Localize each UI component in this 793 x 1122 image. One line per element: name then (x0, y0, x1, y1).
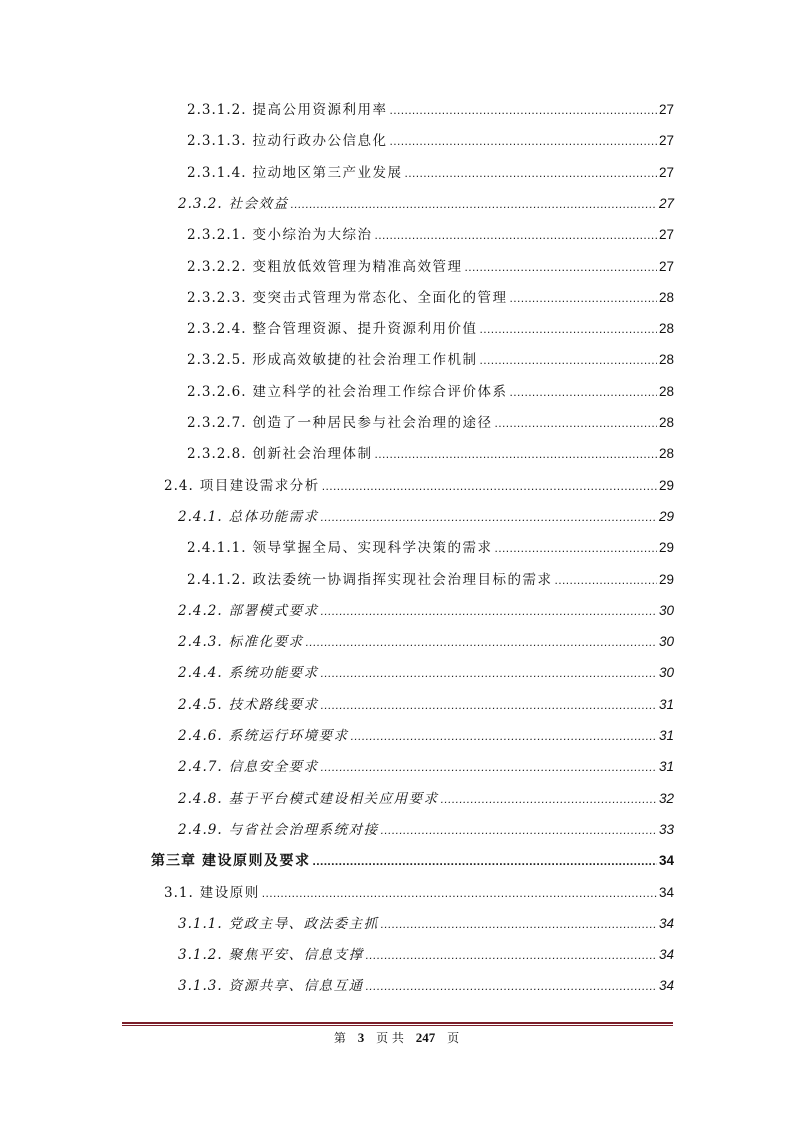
toc-dot-leader (262, 883, 657, 903)
toc-dot-leader (495, 538, 657, 558)
toc-entry[interactable] (178, 757, 674, 777)
toc-entry[interactable] (187, 538, 674, 558)
toc-dot-leader (465, 257, 657, 277)
toc-dot-leader (322, 476, 657, 496)
toc-entry-number: 2.3.1.2. (187, 102, 247, 118)
toc-row (0, 663, 793, 683)
toc-entry-page-number: 27 (658, 164, 674, 180)
toc-row (0, 288, 793, 308)
toc-dot-leader (555, 570, 657, 590)
toc-dot-leader (366, 945, 657, 965)
toc-entry[interactable] (151, 851, 674, 871)
footer-suffix: 页 (447, 1031, 460, 1045)
toc-entry-number: 2.4.3. (178, 634, 223, 651)
toc-entry[interactable] (178, 789, 674, 809)
toc-entry-page-number: 27 (658, 133, 674, 149)
toc-entry-title: 变粗放低效管理为精准高效管理 (252, 258, 463, 275)
toc-dot-leader (480, 319, 657, 339)
toc-row (0, 976, 793, 996)
toc-entry-page-number: 29 (658, 540, 674, 556)
toc-entry-page-number: 30 (658, 634, 674, 650)
toc-entry[interactable] (187, 382, 674, 402)
toc-dot-leader (366, 976, 657, 996)
toc-entry-title: 资源共享、信息互通 (228, 978, 364, 995)
toc-row (0, 257, 793, 277)
toc-entry-title: 政法委统一协调指挥实现社会治理目标的需求 (252, 571, 553, 588)
toc-entry-number: 2.3.2.5. (187, 352, 247, 369)
toc-entry-number: 2.4.1. (178, 508, 223, 525)
toc-entry-number: 3.1.3. (178, 978, 223, 995)
toc-entry-number: 2.4.8. (178, 790, 223, 807)
toc-entry-title: 拉动地区第三产业发展 (252, 164, 403, 181)
toc-dot-leader (321, 695, 657, 715)
toc-dot-leader (291, 194, 657, 214)
toc-entry-page-number: 34 (658, 947, 674, 963)
toc-row (0, 883, 793, 903)
toc-entry-number: 2.4.4. (178, 665, 223, 682)
toc-entry-number: 2.3.2.4. (187, 321, 247, 338)
toc-dot-leader (510, 382, 657, 402)
toc-entry-page-number: 34 (658, 853, 674, 869)
toc-entry-title: 基于平台模式建设相关应用要求 (228, 790, 439, 807)
toc-entry-title: 形成高效敏捷的社会治理工作机制 (252, 352, 478, 369)
toc-entry[interactable] (178, 976, 674, 996)
toc-entry-number: 2.4.1.1. (187, 540, 247, 557)
footer-middle: 页 共 (376, 1031, 404, 1045)
toc-entry-title: 与省社会治理系统对接 (228, 821, 379, 838)
toc-dot-leader (381, 914, 657, 934)
toc-entry-page-number: 27 (658, 195, 674, 211)
toc-entry-title: 领导掌握全局、实现科学决策的需求 (252, 540, 493, 557)
toc-entry-number: 第三章 (151, 853, 196, 870)
toc-entry-title: 建设原则及要求 (202, 853, 311, 870)
toc-entry-page-number: 31 (658, 728, 674, 743)
toc-entry-number: 3.1.1. (178, 915, 223, 932)
toc-entry-number: 2.4. (164, 477, 194, 494)
toc-entry[interactable] (187, 100, 674, 120)
toc-row (0, 726, 793, 746)
toc-row (0, 632, 793, 652)
toc-dot-leader (375, 444, 657, 464)
toc-row (0, 601, 793, 621)
toc-entry-title: 社会效益 (228, 195, 289, 212)
toc-entry-page-number: 28 (658, 383, 674, 399)
toc-entry-page-number: 30 (658, 602, 674, 618)
toc-row (0, 413, 793, 433)
toc-row (0, 757, 793, 777)
toc-entry-title: 变小综治为大综治 (252, 227, 373, 244)
toc-row (0, 350, 793, 370)
toc-dot-leader (321, 601, 657, 621)
toc-row (0, 225, 793, 245)
toc-entry[interactable] (178, 945, 674, 965)
toc-entry-title: 创造了一种居民参与社会治理的途径 (252, 415, 493, 431)
footer-prefix: 第 (333, 1031, 346, 1045)
toc-entry-title: 信息安全要求 (228, 759, 319, 776)
toc-entry-page-number: 29 (658, 477, 674, 493)
toc-entry-title: 拉动行政办公信息化 (252, 133, 388, 150)
toc-row (0, 914, 793, 934)
toc-entry-page-number: 31 (658, 759, 674, 775)
toc-entry-page-number: 29 (658, 508, 674, 524)
toc-row (0, 319, 793, 339)
toc-entry-number: 2.3.2.3. (187, 289, 247, 306)
toc-entry[interactable] (178, 194, 674, 214)
toc-entry[interactable] (178, 695, 674, 715)
toc-entry-page-number: 30 (658, 665, 674, 681)
toc-entry-number: 2.3.2. (178, 195, 223, 212)
toc-entry-number: 3.1.2. (178, 947, 223, 964)
toc-entry-title: 标准化要求 (228, 634, 304, 651)
toc-dot-leader (390, 100, 657, 120)
toc-entry[interactable] (164, 883, 674, 903)
toc-entry-number: 2.3.2.8. (187, 446, 247, 463)
toc-entry-page-number: 29 (658, 571, 674, 587)
toc-entry[interactable] (178, 726, 674, 746)
toc-entry-number: 2.3.1.4. (187, 164, 247, 181)
toc-row (0, 100, 793, 120)
toc-entry-title: 系统运行环境要求 (228, 728, 349, 744)
toc-entry-page-number: 33 (658, 821, 674, 837)
toc-entry-page-number: 27 (658, 258, 674, 274)
toc-entry-title: 整合管理资源、提升资源利用价值 (252, 321, 478, 338)
toc-entry[interactable] (187, 319, 674, 339)
toc-dot-leader (321, 663, 657, 683)
toc-row (0, 444, 793, 464)
toc-row (0, 820, 793, 840)
toc-row (0, 695, 793, 715)
toc-row (0, 945, 793, 965)
toc-entry-number: 2.4.7. (178, 759, 223, 776)
toc-entry-page-number: 28 (658, 352, 674, 368)
toc-entry[interactable] (187, 131, 674, 151)
toc-entry-page-number: 28 (658, 289, 674, 305)
toc-dot-leader (321, 507, 657, 527)
toc-entry[interactable] (187, 413, 674, 433)
toc-entry-title: 聚焦平安、信息支撑 (228, 947, 364, 964)
toc-entry-number: 2.4.1.2. (187, 571, 247, 588)
toc-entry-title: 总体功能需求 (228, 508, 319, 525)
toc-row (0, 570, 793, 590)
toc-entry[interactable] (178, 820, 674, 840)
toc-dot-leader (480, 350, 657, 370)
toc-entry-page-number: 27 (658, 227, 674, 243)
toc-entry-title: 部署模式要求 (228, 602, 319, 619)
toc-entry-page-number: 31 (658, 696, 674, 712)
toc-entry[interactable] (187, 163, 674, 183)
footer-divider-thick (122, 1022, 673, 1024)
toc-dot-leader (441, 789, 657, 809)
toc-entry-page-number: 28 (658, 446, 674, 462)
toc-entry[interactable] (178, 663, 674, 683)
toc-dot-leader (306, 632, 657, 652)
toc-entry-number: 2.4.5. (178, 696, 223, 713)
toc-entry-number: 2.3.2.7. (187, 415, 247, 431)
toc-row (0, 163, 793, 183)
toc-dot-leader (510, 288, 657, 308)
page-footer (0, 1029, 793, 1046)
toc-row (0, 476, 793, 496)
toc-dot-leader (405, 163, 657, 183)
toc-entry-page-number: 34 (658, 978, 674, 994)
toc-entry[interactable] (187, 570, 674, 590)
toc-row (0, 131, 793, 151)
toc-dot-leader (313, 851, 657, 871)
toc-entry[interactable] (187, 225, 674, 245)
toc-entry-title: 变突击式管理为常态化、全面化的管理 (252, 289, 508, 306)
toc-dot-leader (390, 131, 657, 151)
toc-row (0, 789, 793, 809)
toc-dot-leader (495, 413, 657, 433)
toc-entry-number: 2.3.2.1. (187, 227, 247, 244)
toc-entry-page-number: 34 (658, 884, 674, 900)
toc-row (0, 851, 793, 871)
toc-entry-number: 3.1. (164, 884, 194, 901)
toc-entry-page-number: 28 (658, 321, 674, 337)
current-page-number: 3 (357, 1030, 365, 1045)
toc-dot-leader (381, 820, 657, 840)
toc-entry-number: 2.4.9. (178, 821, 223, 838)
toc-entry[interactable] (178, 632, 674, 652)
toc-entry-title: 党政主导、政法委主抓 (228, 915, 379, 932)
toc-entry-number: 2.4.6. (178, 728, 223, 744)
toc-entry-number: 2.4.2. (178, 602, 223, 619)
toc-entry-title: 创新社会治理体制 (252, 446, 373, 463)
toc-entry-title: 建立科学的社会治理工作综合评价体系 (252, 383, 508, 400)
toc-entry[interactable] (178, 507, 674, 527)
toc-dot-leader (351, 726, 657, 746)
toc-row (0, 194, 793, 214)
footer-divider-thin (122, 1025, 673, 1026)
toc-entry[interactable] (178, 914, 674, 934)
toc-entry[interactable] (178, 601, 674, 621)
toc-entry-title: 建设原则 (199, 884, 260, 901)
toc-entry-page-number: 32 (658, 790, 674, 806)
toc-entry[interactable] (187, 350, 674, 370)
toc-row (0, 507, 793, 527)
toc-entry[interactable] (187, 257, 674, 277)
toc-entry-title: 提高公用资源利用率 (252, 102, 388, 118)
total-page-count: 247 (415, 1030, 436, 1045)
toc-entry-title: 项目建设需求分析 (199, 477, 320, 494)
toc-entry-number: 2.3.2.6. (187, 383, 247, 400)
toc-entry-title: 系统功能要求 (228, 665, 319, 682)
toc-row (0, 382, 793, 402)
toc-entry-page-number: 28 (658, 415, 674, 430)
toc-dot-leader (375, 225, 657, 245)
toc-entry-page-number: 34 (658, 915, 674, 931)
toc-row (0, 538, 793, 558)
toc-entry-title: 技术路线要求 (228, 696, 319, 713)
toc-entry-number: 2.3.1.3. (187, 133, 247, 150)
toc-dot-leader (321, 757, 657, 777)
toc-entry[interactable] (187, 288, 674, 308)
toc-entry[interactable] (187, 444, 674, 464)
toc-entry[interactable] (164, 476, 674, 496)
toc-entry-page-number: 27 (658, 102, 674, 117)
toc-entry-number: 2.3.2.2. (187, 258, 247, 275)
